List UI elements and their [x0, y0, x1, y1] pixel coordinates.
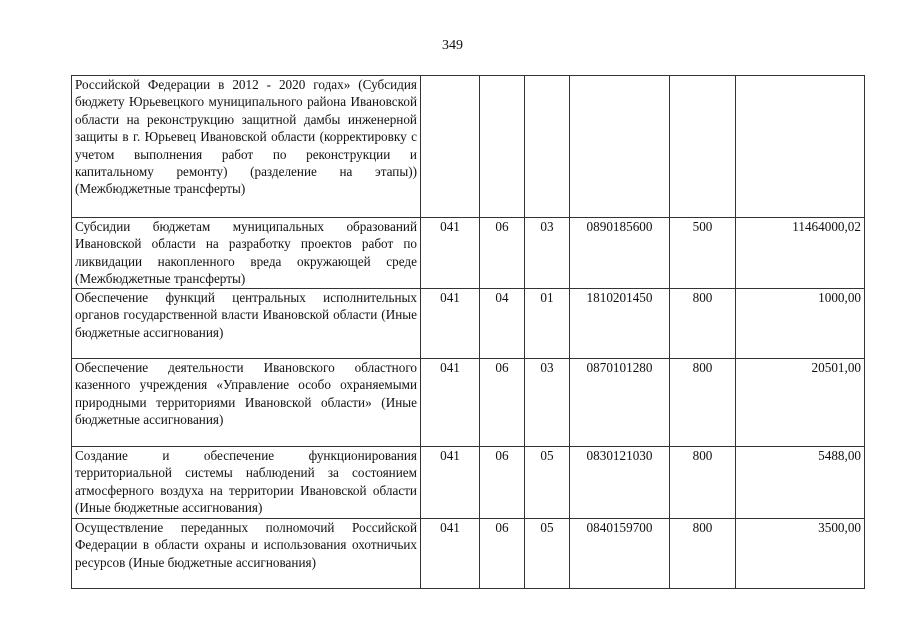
budget-table: [71, 75, 865, 589]
table-row: [72, 359, 865, 447]
row-ministry-code: 041: [421, 519, 480, 589]
table-row: [72, 447, 865, 519]
row-section-code: [480, 76, 525, 218]
row-ministry-code: 041: [421, 218, 480, 289]
row-amount: 11464000,02: [736, 218, 865, 289]
row-amount: 3500,00: [736, 519, 865, 589]
row-section-code: 06: [480, 447, 525, 519]
row-description: Российской Федерации в 2012 - 2020 годах» (Субсидия бюджету Юрьевецкого муниципального района Ивановской области на реконструкцию защитной дамбы инженерной защиты в г. Юрьевец Ивановской области (корректировку с учетом выполнения работ по реконструкции и капитальному ремонту) (разделение на этапы)) (Межбюджетные трансферты): [72, 76, 421, 218]
row-ministry-code: [421, 76, 480, 218]
row-ministry-code: 041: [421, 359, 480, 447]
row-subsection-code: [525, 76, 570, 218]
row-subsection-code: 03: [525, 218, 570, 289]
row-section-code: 06: [480, 359, 525, 447]
row-description: Обеспечение функций центральных исполнительных органов государственной власти Ивановской области (Иные бюджетные ассигнования): [72, 289, 421, 359]
row-expense-type: 800: [670, 447, 736, 519]
row-subsection-code: 05: [525, 447, 570, 519]
row-subsection-code: 05: [525, 519, 570, 589]
row-amount: 5488,00: [736, 447, 865, 519]
table-row: [72, 76, 865, 218]
row-expense-type: [670, 76, 736, 218]
row-amount: [736, 76, 865, 218]
table-row: [72, 519, 865, 589]
row-description: Создание и обеспечение функционирования территориальной системы наблюдений за состоянием атмосферного воздуха на территории Ивановской области (Иные бюджетные ассигнования): [72, 447, 421, 519]
row-expense-type: 800: [670, 359, 736, 447]
row-description: Обеспечение деятельности Ивановского областного казенного учреждения «Управление особо охраняемыми природными территориями Ивановской области» (Иные бюджетные ассигнования): [72, 359, 421, 447]
row-description: Субсидии бюджетам муниципальных образований Ивановской области на разработку проектов работ по ликвидации накопленного вреда окружающей среде (Межбюджетные трансферты): [72, 218, 421, 289]
page-number: 349: [442, 38, 463, 53]
table-row: [72, 289, 865, 359]
row-ministry-code: 041: [421, 289, 480, 359]
row-description: Осуществление переданных полномочий Российской Федерации в области охраны и использования охотничьих ресурсов (Иные бюджетные ассигнования): [72, 519, 421, 589]
row-amount: 20501,00: [736, 359, 865, 447]
row-target-code: 0840159700: [570, 519, 670, 589]
row-target-code: 0890185600: [570, 218, 670, 289]
row-ministry-code: 041: [421, 447, 480, 519]
row-target-code: 0830121030: [570, 447, 670, 519]
row-expense-type: 800: [670, 289, 736, 359]
table-row: [72, 218, 865, 289]
row-section-code: 06: [480, 519, 525, 589]
row-expense-type: 800: [670, 519, 736, 589]
row-expense-type: 500: [670, 218, 736, 289]
row-amount: 1000,00: [736, 289, 865, 359]
row-subsection-code: 03: [525, 359, 570, 447]
row-target-code: 0870101280: [570, 359, 670, 447]
row-section-code: 04: [480, 289, 525, 359]
row-section-code: 06: [480, 218, 525, 289]
row-subsection-code: 01: [525, 289, 570, 359]
row-target-code: 1810201450: [570, 289, 670, 359]
row-target-code: [570, 76, 670, 218]
